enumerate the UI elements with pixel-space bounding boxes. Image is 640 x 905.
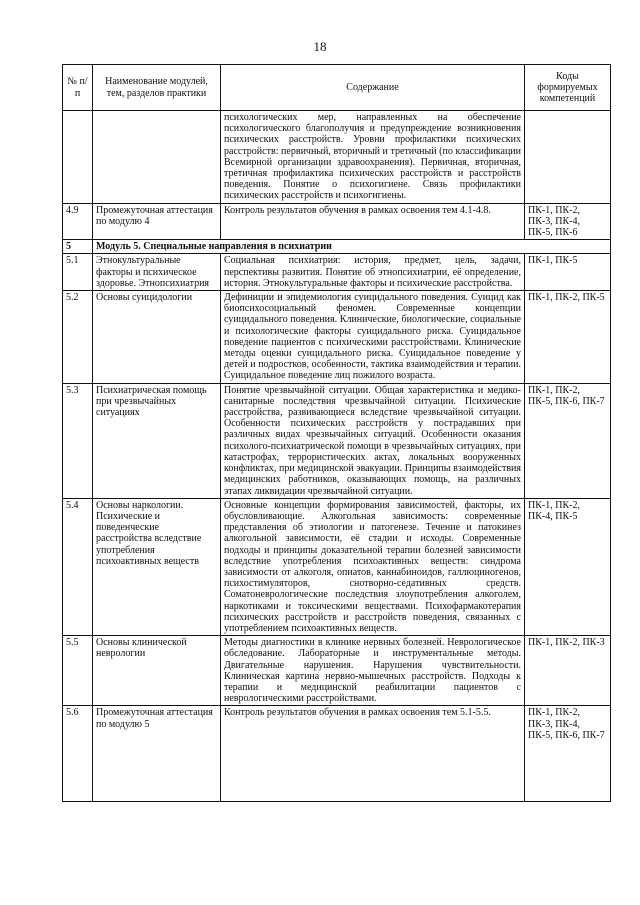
row-codes: ПК-1, ПК-5 bbox=[525, 254, 611, 291]
table-row bbox=[63, 291, 611, 384]
row-name: Основы суицидологии bbox=[93, 291, 221, 384]
row-num: 5.1 bbox=[63, 254, 93, 291]
header-codes: Коды формируемых компетенций bbox=[525, 65, 611, 111]
row-content: Методы диагностики в клинике нервных болезней. Неврологическое обследование. Лабораторные и инструментальные методы. Двигательные нарушения. Нарушения чувствительности. Клиническая картина нервно-мышечных расстройств. Подходы к терапии и медицинской реабилитации пациентов с неврологическими расстройствами. bbox=[221, 636, 525, 706]
row-content: Основные концепции формирования зависимостей, факторы, их обусловливающие. Алкогольная зависимость: современные представления об этиологии и патогенезе. Течение и патокинез алкогольной зависимости, её стадии и исходы. Современные подходы и принципы доказательной терапии болезней зависимости вследствие употребления психоактивных веществ: синдрома зависимости от алкоголя, опиатов, каннабиноидов, галлюциногенов, психостимуляторов, снотворно-седативных средств. Соматоневрологические последствия злоупотребления алкоголем, наркотиками и токсическими веществами. Психофармакотерапия психических расстройств и расстройств поведения, связанных с употреблением психоактивных веществ. bbox=[221, 498, 525, 635]
row-content: Понятие чрезвычайной ситуации. Общая характеристика и медико-санитарные последствия чрезвычайной ситуации. Психические расстройства, развивающиеся вследствие чрезвычайной ситуации. Особенности психических расстройств у пострадавших при различных видах чрезвычайных ситуаций. Особенности оказания психолого-психиатрической помощи в чрезвычайных ситуациях, при катастрофах, террористических актах, локальных вооруженных конфликтах, при медицинской эвакуации. Принципы взаимодействия медицинских работников, оказывающих помощь, на различных этапах ликвидации чрезвычайной ситуации. bbox=[221, 383, 525, 498]
row-codes: ПК-1, ПК-2, ПК-4, ПК-5 bbox=[525, 498, 611, 635]
row-name: Основы клинической неврологии bbox=[93, 636, 221, 706]
row-content: психологических мер, направленных на обеспечение психологического благополучия и предупреждение возникновения психических расстройств. Уровни профилактики психических расстройств: первичный, вторичный и третичный (по классификации Всемирной организации здравоохранения). Первичная, вторичная, третичная профилактика психических расстройств и расстройств поведения. Понятие о психогигиене. Связь профилактики психических расстройств и психогигиены. bbox=[221, 111, 525, 204]
row-codes: ПК-1, ПК-2, ПК-3 bbox=[525, 636, 611, 706]
table-row bbox=[63, 706, 611, 802]
row-num: 5.4 bbox=[63, 498, 93, 635]
row-num: 5.6 bbox=[63, 706, 93, 802]
module-title: Модуль 5. Специальные направления в психиатрии bbox=[93, 240, 611, 254]
page-number: 18 bbox=[313, 39, 327, 54]
table-row bbox=[63, 111, 611, 204]
header-num: № п/п bbox=[63, 65, 93, 111]
row-name: Психиатрическая помощь при чрезвычайных ситуациях bbox=[93, 383, 221, 498]
row-num: 4.9 bbox=[63, 203, 93, 240]
row-codes: ПК-1, ПК-2, ПК-5 bbox=[525, 291, 611, 384]
table-header-row bbox=[63, 65, 611, 111]
header-content: Содержание bbox=[221, 65, 525, 111]
row-name: Этнокультуральные факторы и психическое здоровье. Этнопсихиатрия bbox=[93, 254, 221, 291]
row-content: Контроль результатов обучения в рамках освоения тем 5.1-5.5. bbox=[221, 706, 525, 802]
module-title-row bbox=[63, 240, 611, 254]
row-num: 5.2 bbox=[63, 291, 93, 384]
row-content: Дефиниции и эпидемиология суицидального поведения. Суицид как биопсихосоциальный феномен. Современные концепции суицидального поведения. Клинические, биологические, социальные и психологические факторы суицидального риска. Суицидальное поведение пациентов с психическими расстройствами. Клинические методы оценки суицидального риска. Суицидальное поведение у детей и подростков, особенности, тактика взаимодействия и терапии. Суицидальное поведение лиц пожилого возраста. bbox=[221, 291, 525, 384]
row-codes bbox=[525, 111, 611, 204]
header-name: Наименование модулей, тем, разделов практики bbox=[93, 65, 221, 111]
table-row bbox=[63, 254, 611, 291]
table-row bbox=[63, 636, 611, 706]
row-content: Социальная психиатрия: история, предмет, цель, задачи, перспективы развития. Понятие об этнопсихиатрии, её определение, история. Этнокультуральные факторы и психические расстройства. bbox=[221, 254, 525, 291]
row-num: 5.5 bbox=[63, 636, 93, 706]
row-num bbox=[63, 111, 93, 204]
row-codes: ПК-1, ПК-2, ПК-3, ПК-4, ПК-5, ПК-6 bbox=[525, 203, 611, 240]
row-content: Контроль результатов обучения в рамках освоения тем 4.1-4.8. bbox=[221, 203, 525, 240]
table-row bbox=[63, 383, 611, 498]
row-name: Промежуточная аттестация по модулю 4 bbox=[93, 203, 221, 240]
row-num: 5.3 bbox=[63, 383, 93, 498]
table-row bbox=[63, 498, 611, 635]
row-name: Промежуточная аттестация по модулю 5 bbox=[93, 706, 221, 802]
row-name bbox=[93, 111, 221, 204]
row-codes: ПК-1, ПК-2, ПК-3, ПК-4, ПК-5, ПК-6, ПК-7 bbox=[525, 706, 611, 802]
row-name: Основы наркологии. Психические и поведенческие расстройства вследствие употребления психоактивных веществ bbox=[93, 498, 221, 635]
practice-plan-table bbox=[62, 64, 611, 802]
row-codes: ПК-1, ПК-2, ПК-5, ПК-6, ПК-7 bbox=[525, 383, 611, 498]
module-num: 5 bbox=[63, 240, 93, 254]
table-row bbox=[63, 203, 611, 240]
